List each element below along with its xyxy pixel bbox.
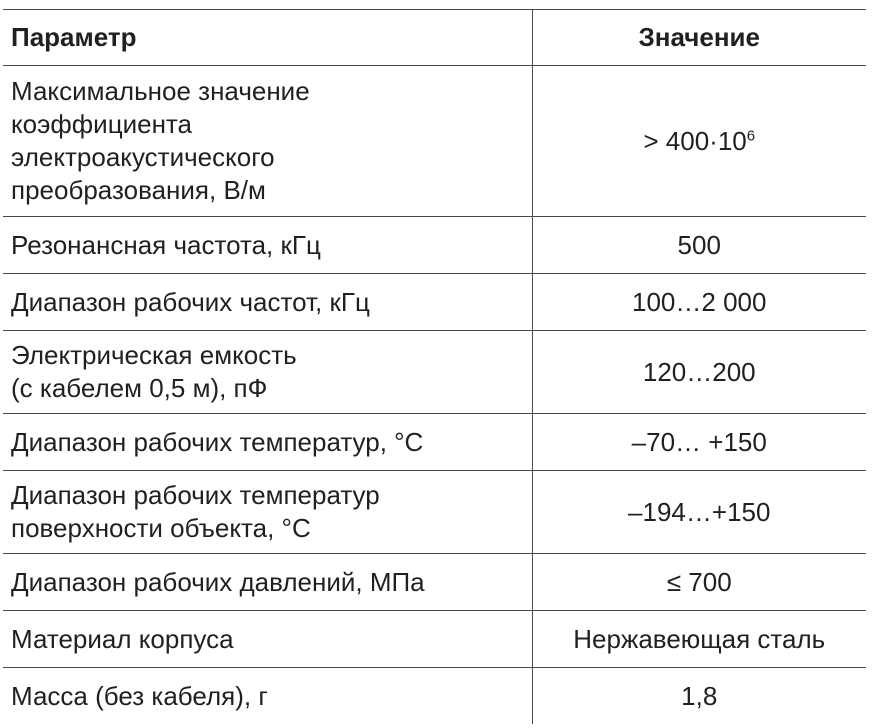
parameter-line: Диапазон рабочих давлений, МПа (11, 566, 425, 597)
parameter-cell (3, 668, 532, 725)
value-cell: 100…2 000 (532, 274, 866, 331)
parameter-cell (3, 217, 532, 274)
value-cell: 120…200 (532, 331, 866, 414)
table-row (3, 274, 866, 331)
specifications-table (3, 9, 866, 724)
parameter-line: Диапазон рабочих частот, кГц (11, 286, 370, 317)
column-header-value: Значение (532, 10, 866, 66)
table-row (3, 331, 866, 414)
value-cell: –70… +150 (532, 414, 866, 471)
value-cell: 1,8 (532, 668, 866, 725)
table-row (3, 611, 866, 668)
parameter-line: коэффициента (11, 109, 193, 139)
table-row (3, 668, 866, 725)
parameter-line: Материал корпуса (11, 623, 234, 654)
column-header-parameter: Параметр (3, 10, 532, 66)
value-cell: –194…+150 (532, 471, 866, 554)
parameter-line: Диапазон рабочих температур, °С (11, 426, 424, 457)
parameter-line: электроакустического (11, 142, 275, 172)
value-cell: ≤ 700 (532, 554, 866, 611)
parameter-cell (3, 554, 532, 611)
table-row (3, 414, 866, 471)
parameter-cell (3, 611, 532, 668)
parameter-cell (3, 471, 532, 554)
parameter-line: (с кабелем 0,5 м), пФ (11, 373, 268, 403)
parameter-cell (3, 331, 532, 414)
table-row (3, 554, 866, 611)
parameter-line: поверхности объекта, °С (11, 513, 311, 543)
parameter-cell (3, 274, 532, 331)
value-cell (532, 66, 866, 217)
parameter-line: Электрическая емкость (11, 340, 297, 370)
parameter-line: преобразования, В/м (11, 175, 266, 205)
table-header-row (3, 10, 866, 66)
parameter-cell (3, 414, 532, 471)
table-row (3, 66, 866, 217)
value-cell: Нержавеющая сталь (532, 611, 866, 668)
value-exponent: 6 (746, 126, 756, 144)
parameter-line: Диапазон рабочих температур (11, 480, 380, 510)
parameter-line: Масса (без кабеля), г (11, 680, 268, 711)
parameter-cell (3, 66, 532, 217)
table-row (3, 471, 866, 554)
table-row (3, 217, 866, 274)
parameter-line: Резонансная частота, кГц (11, 229, 321, 260)
value-cell: 500 (532, 217, 866, 274)
parameter-line: Максимальное значение (11, 76, 310, 106)
value-base: > 400·10 (643, 125, 747, 156)
